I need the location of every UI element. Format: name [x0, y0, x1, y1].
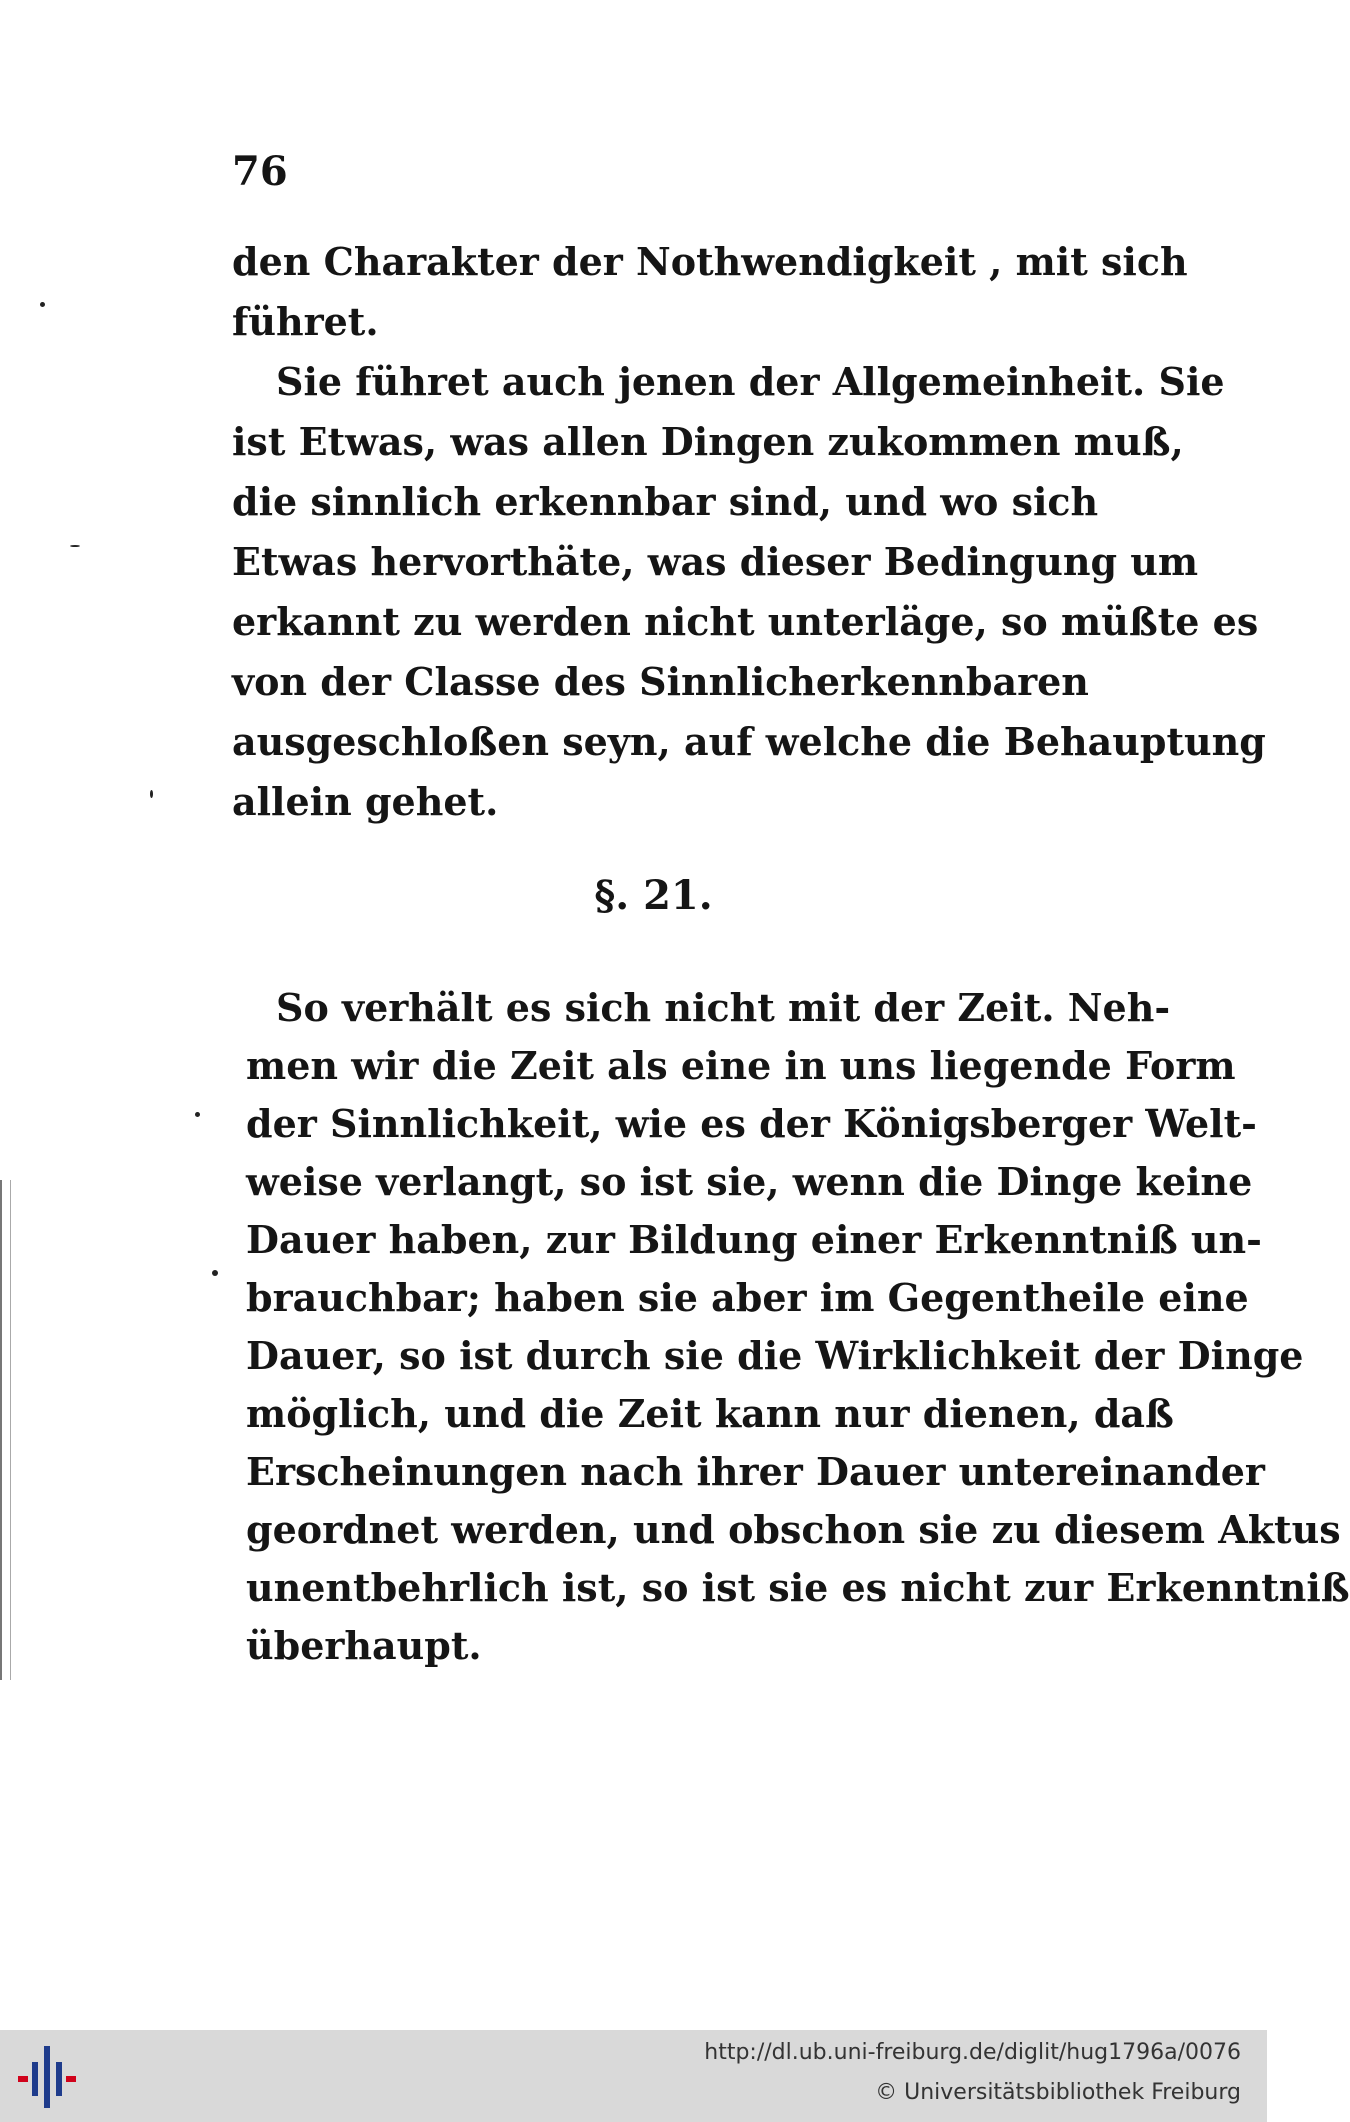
text-line: Etwas hervorthäte, was dieser Bedingung um — [232, 539, 1199, 584]
paper-speck — [40, 302, 45, 307]
text-line: Erscheinungen nach ihrer Dauer untereinander — [246, 1449, 1265, 1494]
paper-speck — [70, 545, 80, 547]
text-line: So verhält es sich nicht mit der Zeit. Neh- — [276, 985, 1171, 1030]
paper-speck — [212, 1270, 218, 1276]
text-line: die sinnlich erkennbar sind, und wo sich — [232, 479, 1099, 524]
ub-freiburg-logo-icon — [16, 2044, 80, 2110]
text-line: men wir die Zeit als eine in uns liegende Form — [246, 1043, 1236, 1088]
text-line: führet. — [232, 299, 379, 344]
text-line: unentbehrlich ist, so ist sie es nicht zur Erkenntniß — [246, 1565, 1350, 1610]
text-line: der Sinnlichkeit, wie es der Königsberger Welt- — [246, 1101, 1257, 1146]
text-line: allein gehet. — [232, 779, 499, 824]
text-line: Dauer haben, zur Bildung einer Erkenntniß un- — [246, 1217, 1262, 1262]
text-line: brauchbar; haben sie aber im Gegentheile eine — [246, 1275, 1249, 1320]
viewer-footer — [0, 2030, 1267, 2122]
text-line: von der Classe des Sinnlicherkennbaren — [232, 659, 1089, 704]
text-line: überhaupt. — [246, 1623, 482, 1668]
text-line: geordnet werden, und obschon sie zu diesem Aktus — [246, 1507, 1341, 1552]
page-gutter-edge — [0, 1180, 11, 1680]
text-line: ist Etwas, was allen Dingen zukommen muß, — [232, 419, 1184, 464]
document-url[interactable]: http://dl.ub.uni-freiburg.de/diglit/hug1796a/0076 — [704, 2040, 1241, 2065]
section-heading: §. 21. — [594, 872, 713, 919]
text-line: den Charakter der Nothwendigkeit , mit sich — [232, 239, 1188, 284]
paper-speck — [150, 790, 153, 798]
page-number: 76 — [232, 148, 288, 195]
text-line: erkannt zu werden nicht unterläge, so müßte es — [232, 599, 1259, 644]
text-line: weise verlangt, so ist sie, wenn die Dinge keine — [246, 1159, 1253, 1204]
text-line: ausgeschloßen seyn, auf welche die Behauptung — [232, 719, 1266, 764]
paper-speck — [195, 1112, 200, 1117]
text-line: Dauer, so ist durch sie die Wirklichkeit der Dinge — [246, 1333, 1304, 1378]
copyright-notice: © Universitätsbibliothek Freiburg — [875, 2080, 1241, 2105]
text-line: Sie führet auch jenen der Allgemeinheit. Sie — [276, 359, 1225, 404]
text-line: möglich, und die Zeit kann nur dienen, daß — [246, 1391, 1174, 1436]
